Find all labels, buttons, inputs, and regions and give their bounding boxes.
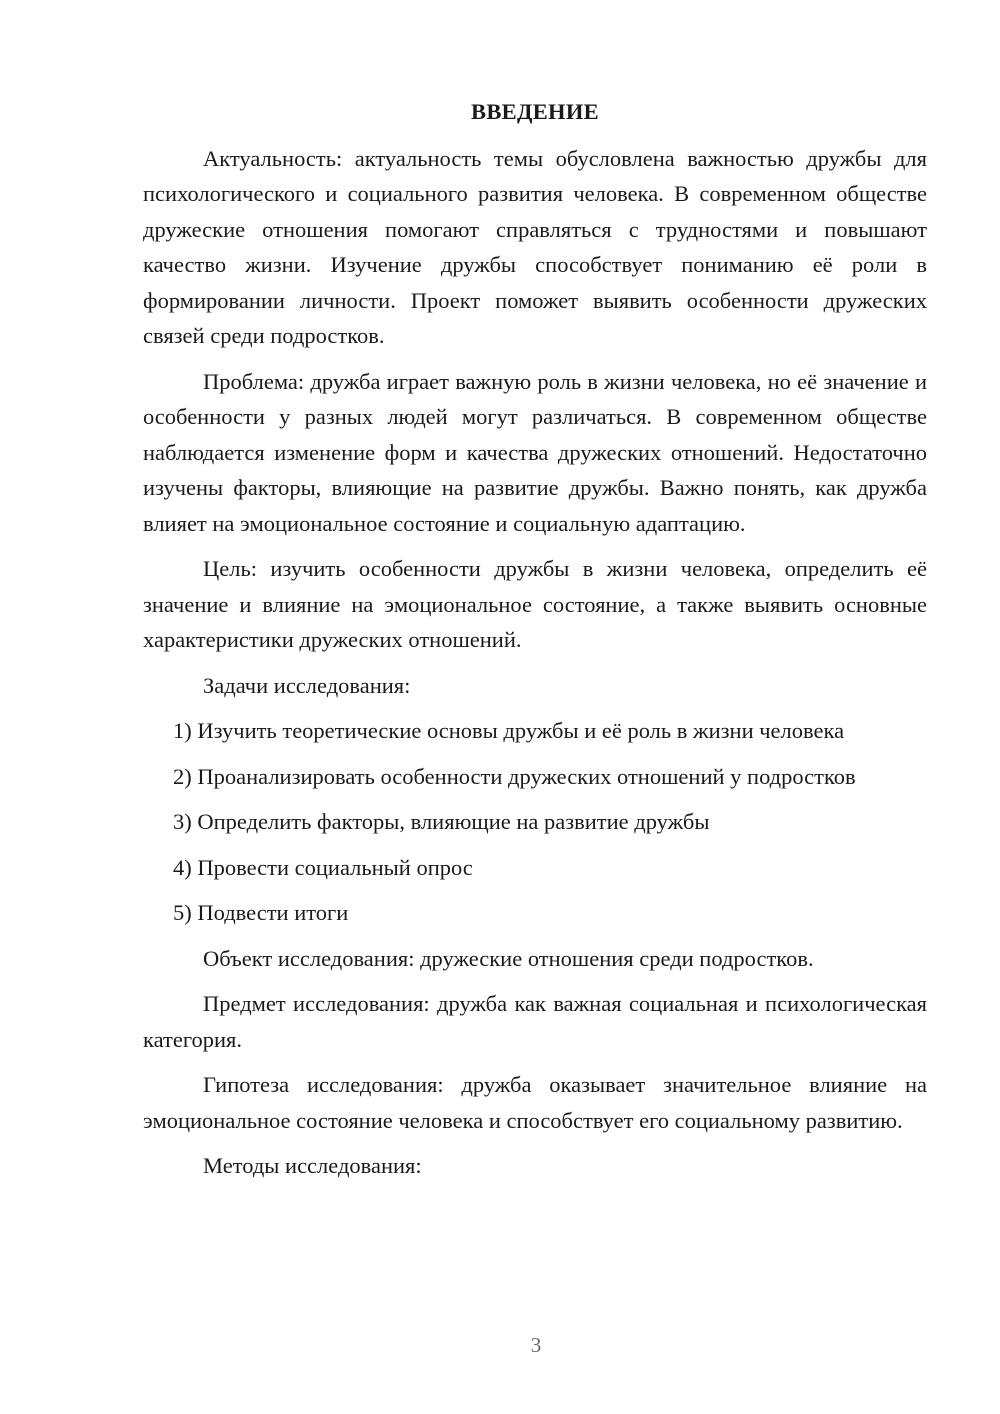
page-number: 3 [530,1333,542,1357]
tasks-heading: Задачи исследования: [203,672,411,698]
task-item-2: 2) Проанализировать особенности дружеских отношений у подростков [173,763,856,789]
paragraph-hypothesis: Гипотеза исследования: дружба оказывает значительное влияние на эмоциональное состояние человека и способствует его социальному развитию. [143,1072,927,1133]
task-item-5: 5) Подвести итоги [173,900,349,925]
document-page [143,94,927,1194]
task-item-4: 4) Провести социальный опрос [173,854,473,880]
paragraph-problem: Проблема: дружба играет важную роль в жизни человека, но её значение и особенности у разных людей могут различаться. В современном обществе наблюдается изменение форм и качества дружеских отношений. Недостаточно изучены факторы, влияющие на развитие дружбы. Важно понять, как дружба влияет на эмоциональное состояние и социальную адаптацию. [143,368,927,536]
paragraph-object: Объект исследования: дружеские отношения среди подростков. [203,945,814,971]
paragraph-relevance: Актуальность: актуальность темы обусловлена важностью дружбы для психологического и социального развития человека. В современном обществе дружеские отношения помогают справляться с трудностями и повышают качество жизни. Изучение дружбы способствует пониманию её роли в формировании личности. Проект поможет выявить особенности дружеских связей среди подростков. [143,145,927,348]
methods-heading: Методы исследования: [203,1153,422,1178]
task-item-3: 3) Определить факторы, влияющие на развитие дружбы [173,809,710,834]
paragraph-goal: Цель: изучить особенности дружбы в жизни человека, определить её значение и влияние на эмоциональное состояние, а также выявить основные характеристики дружеских отношений. [143,556,927,652]
task-item-1: 1) Изучить теоретические основы дружбы и её роль в жизни человека [173,718,845,743]
section-title: ВВЕДЕНИЕ [471,99,599,124]
paragraph-subject: Предмет исследования: дружба как важная социальная и психологическая категория. [143,991,927,1052]
